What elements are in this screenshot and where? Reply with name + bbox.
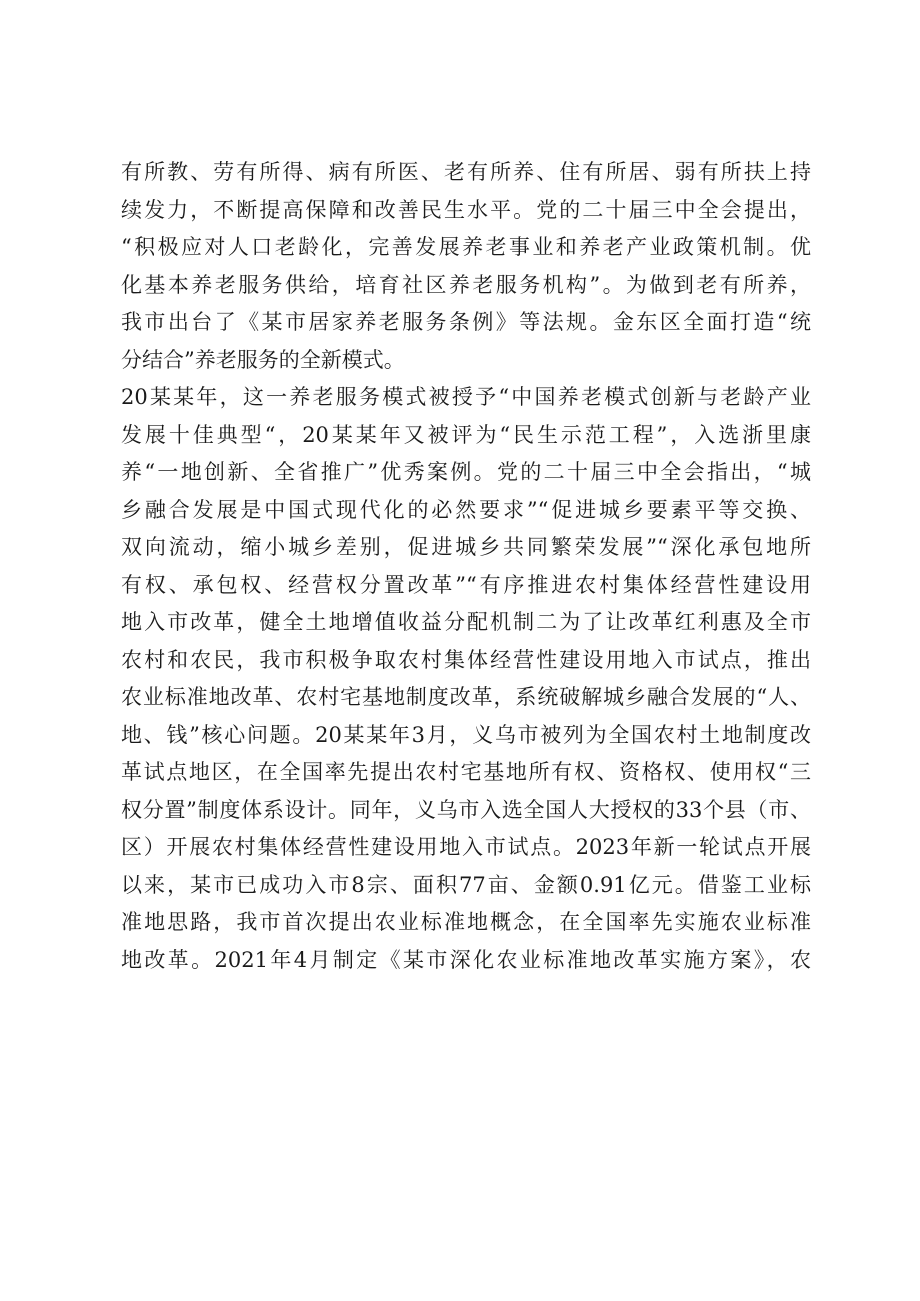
text-line: 地改革。2021年4月制定《某市深化农业标准地改革实施方案》，农: [121, 947, 811, 972]
text-line: 双向流动，缩小城乡差别，促进城乡共同繁荣发展”“深化承包地所: [121, 535, 811, 559]
text-line: 我市出台了《某市居家养老服务条例》等法规。金东区全面打造“统: [121, 310, 811, 334]
text-line: 发展十佳典型“，20某某年又被评为“民生示范工程”，入选浙里康: [121, 422, 811, 447]
text-line: 以来，某市已成功入市8宗、面积77亩、金额0.91亿元。借鉴工业标: [121, 872, 811, 897]
text-line: 续发力，不断提高保障和改善民生水平。党的二十届三中全会提出，: [121, 197, 811, 222]
body-text: [121, 154, 811, 979]
text-line: 革试点地区，在全国率先提出农村宅基地所有权、资格权、使用权“三: [121, 760, 811, 784]
text-line: “积极应对人口老龄化，完善发展养老事业和养老产业政策机制。优: [121, 235, 811, 259]
text-line: 20某某年，这一养老服务模式被授予“中国养老模式创新与老龄产业: [121, 385, 811, 409]
text-line: 地、钱”核心问题。20某某年3月，义乌市被列为全国农村土地制度改: [121, 722, 811, 747]
text-line: 区）开展农村集体经营性建设用地入市试点。2023年新一轮试点开展: [121, 835, 811, 859]
text-line: 有权、承包权、经营权分置改革”“有序推进农村集体经营性建设用: [121, 572, 811, 597]
text-line: 地入市改革，健全土地增值收益分配机制二为了让改革红利惠及全市: [121, 610, 811, 634]
text-line: 养“一地创新、全省推广”优秀案例。党的二十届三中全会指出，“城: [121, 460, 811, 484]
text-line: 有所教、劳有所得、病有所医、老有所养、住有所居、弱有所扶上持: [121, 160, 811, 184]
text-line: 分结合”养老服务的全新模式。: [121, 347, 405, 372]
text-line: 乡融合发展是中国式现代化的必然要求”“促进城乡要素平等交换、: [121, 497, 811, 522]
text-line: 化基本养老服务供给，培育社区养老服务机构”。为做到老有所养，: [121, 272, 811, 297]
text-line: 农村和农民，我市积极争取农村集体经营性建设用地入市试点，推出: [121, 647, 811, 672]
text-line: 准地思路，我市首次提出农业标准地概念，在全国率先实施农业标准: [121, 910, 811, 934]
text-line: 农业标准地改革、农村宅基地制度改革，系统破解城乡融合发展的“人、: [121, 685, 811, 709]
text-line: 权分置”制度体系设计。同年，义乌市入选全国人大授权的33个县（市、: [121, 797, 811, 822]
